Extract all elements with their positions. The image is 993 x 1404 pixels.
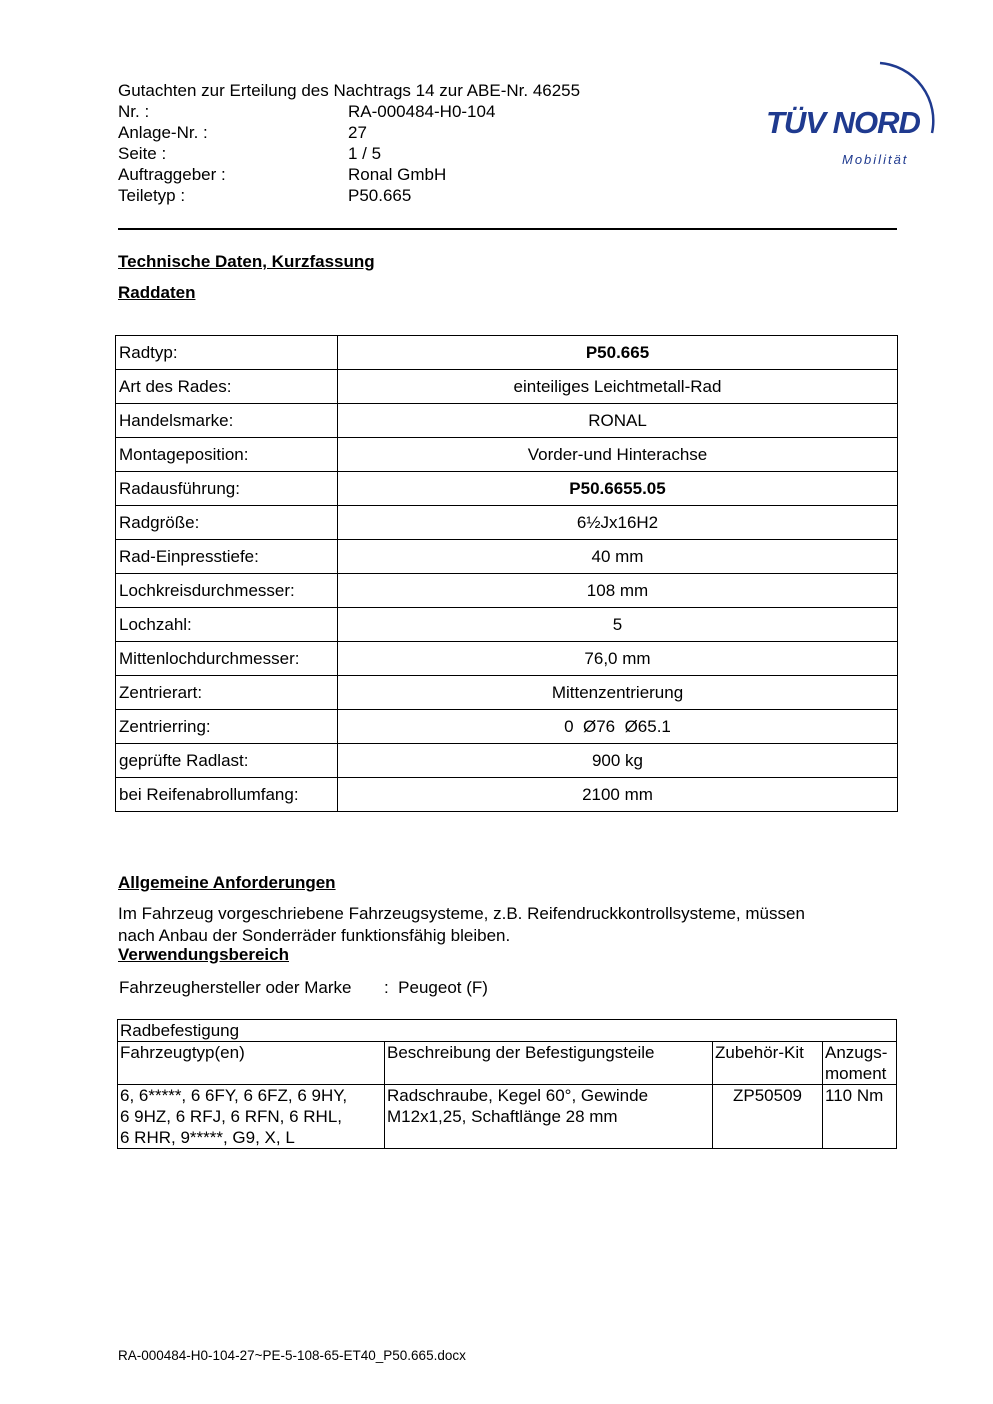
field-value-seite: 1 / 5 — [348, 144, 382, 163]
table-row — [116, 370, 898, 404]
logo-brand: TÜV NORD — [766, 105, 920, 140]
header-divider — [118, 228, 897, 230]
table-row — [116, 540, 898, 574]
anforderungen-text-1: Im Fahrzeug vorgeschriebene Fahrzeugsysteme, z.B. Reifendruckkontrollsysteme, müssen — [118, 904, 805, 923]
raddaten-table — [115, 335, 898, 812]
field-value-auftraggeber: Ronal GmbH — [348, 165, 447, 184]
cell-kit: ZP50509 — [713, 1085, 823, 1149]
table-title-row — [118, 1020, 897, 1042]
header-moment-line2: moment — [825, 1064, 887, 1083]
row-value: einteiliges Leichtmetall-Rad — [338, 370, 898, 404]
table-row — [116, 506, 898, 540]
footer-filename: RA-000484-H0-104-27~PE-5-108-65-ET40_P50.665.docx — [118, 1348, 466, 1363]
anforderungen-text-2: nach Anbau der Sonderräder funktionsfähig bleiben. — [118, 926, 511, 945]
table-row — [116, 438, 898, 472]
header-fahrzeugtyp: Fahrzeugtyp(en) — [118, 1042, 385, 1085]
table-row — [116, 574, 898, 608]
row-label: Mittenlochdurchmesser: — [116, 642, 338, 676]
section-title: Technische Daten, Kurzfassung — [118, 252, 375, 271]
row-value: P50.6655.05 — [338, 472, 898, 506]
row-value: Mittenzentrierung — [338, 676, 898, 710]
header-moment — [823, 1042, 897, 1085]
table-row — [116, 472, 898, 506]
table-row — [116, 608, 898, 642]
row-value: 5 — [338, 608, 898, 642]
field-value-nr: RA-000484-H0-104 — [348, 102, 496, 121]
radbefestigung-table — [117, 1019, 897, 1149]
row-value: 40 mm — [338, 540, 898, 574]
cell-beschreibung — [385, 1085, 713, 1149]
header-moment-line1: Anzugs- — [825, 1043, 888, 1062]
row-value: P50.665 — [338, 336, 898, 370]
row-label: geprüfte Radlast: — [116, 744, 338, 778]
row-label: Montageposition: — [116, 438, 338, 472]
row-value: 108 mm — [338, 574, 898, 608]
verwendung-value: : Peugeot (F) — [384, 978, 488, 997]
row-value: 2100 mm — [338, 778, 898, 812]
table-row — [118, 1085, 897, 1149]
row-label: Radausführung: — [116, 472, 338, 506]
table-row — [116, 336, 898, 370]
row-label: Handelsmarke: — [116, 404, 338, 438]
header-beschreibung: Beschreibung der Befestigungsteile — [385, 1042, 713, 1085]
beschreibung-line1: Radschraube, Kegel 60°, Gewinde — [387, 1086, 649, 1105]
row-label: Zentrierart: — [116, 676, 338, 710]
row-value: 6½Jx16H2 — [338, 506, 898, 540]
row-label: Lochkreisdurchmesser: — [116, 574, 338, 608]
table-row — [116, 744, 898, 778]
verwendung-label: Fahrzeughersteller oder Marke — [119, 978, 352, 997]
field-label-nr: Nr. : — [118, 102, 150, 121]
table-row — [116, 778, 898, 812]
row-label: Rad-Einpresstiefe: — [116, 540, 338, 574]
anforderungen-title: Allgemeine Anforderungen — [118, 873, 336, 892]
row-label: Radtyp: — [116, 336, 338, 370]
field-label-anlage: Anlage-Nr. : — [118, 123, 208, 142]
row-value: 900 kg — [338, 744, 898, 778]
verwendung-title: Verwendungsbereich — [118, 945, 289, 964]
cell-moment: 110 Nm — [823, 1085, 897, 1149]
beschreibung-line2: M12x1,25, Schaftlänge 28 mm — [387, 1107, 618, 1126]
field-value-anlage: 27 — [348, 123, 367, 142]
tuev-nord-logo — [760, 55, 945, 175]
row-label: Zentrierring: — [116, 710, 338, 744]
fahrzeugtyp-line1: 6, 6*****, 6 6FY, 6 6FZ, 6 9HY, — [120, 1086, 348, 1105]
raddaten-title: Raddaten — [118, 283, 196, 302]
fahrzeugtyp-line2: 6 9HZ, 6 RFJ, 6 RFN, 6 RHL, — [120, 1107, 342, 1126]
field-label-teiletyp: Teiletyp : — [118, 186, 186, 205]
table-row — [116, 642, 898, 676]
header-kit: Zubehör-Kit — [713, 1042, 823, 1085]
logo-subtitle: Mobilität — [842, 152, 909, 167]
table-row — [116, 710, 898, 744]
table-row — [116, 404, 898, 438]
row-label: Art des Rades: — [116, 370, 338, 404]
cell-fahrzeugtyp — [118, 1085, 385, 1149]
row-value: 0 Ø76 Ø65.1 — [338, 710, 898, 744]
table-row — [116, 676, 898, 710]
radbefestigung-title: Radbefestigung — [118, 1020, 897, 1042]
row-label: Radgröße: — [116, 506, 338, 540]
fahrzeugtyp-line3: 6 RHR, 9*****, G9, X, L — [120, 1128, 295, 1147]
row-value: 76,0 mm — [338, 642, 898, 676]
row-value: Vorder-und Hinterachse — [338, 438, 898, 472]
document-title: Gutachten zur Erteilung des Nachtrags 14 zur ABE-Nr. 46255 — [118, 81, 581, 100]
field-label-seite: Seite : — [118, 144, 167, 163]
field-label-auftraggeber: Auftraggeber : — [118, 165, 226, 184]
field-value-teiletyp: P50.665 — [348, 186, 412, 205]
table-header-row — [118, 1042, 897, 1085]
row-label: bei Reifenabrollumfang: — [116, 778, 338, 812]
row-value: RONAL — [338, 404, 898, 438]
row-label: Lochzahl: — [116, 608, 338, 642]
